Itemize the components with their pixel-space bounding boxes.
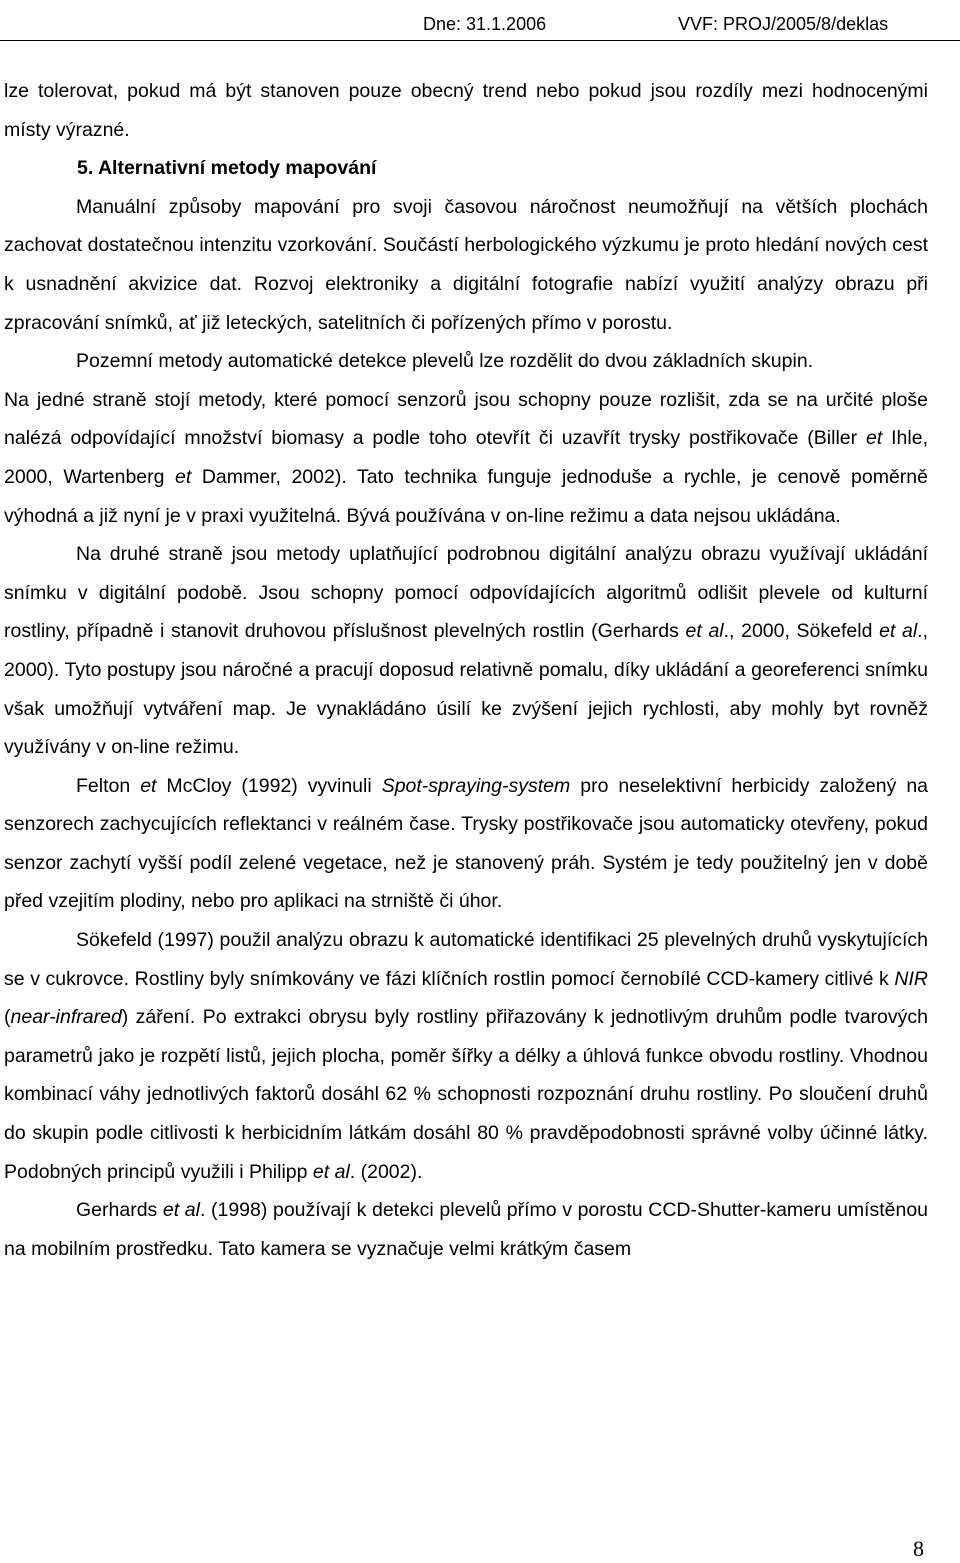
italic-nir: NIR <box>894 967 928 990</box>
text-run: Na druhé straně jsou metody uplatňující podrobnou digitální analýzu obrazu využívají ukládání snímku v digitální podobě. Jsou schopny pomocí odpovídajících algoritmů odlišit plevele od kulturní rostliny, případně i stanovit druhovou příslušnost plevelných rostlin (Gerhards <box>4 543 928 643</box>
italic-et: et <box>140 774 157 797</box>
text-run: ., 2000, Sökefeld <box>723 620 880 643</box>
text-run: Ihle, 2000, Wartenberg <box>4 427 928 488</box>
italic-system-name: Spot-spraying-system <box>381 774 571 797</box>
header-rule <box>0 40 960 41</box>
text-run: pro neselektivní herbicidy založený na senzorech zachycujících reflektanci v reálném čase. Trysky postřikovače jsou automaticky otevřeny, pokud senzor zachytí vyšší podíl zelené vegetace, než je stanovený práh. Systém je tedy použitelný jen v době před vzejitím plodiny, nebo pro aplikaci na strniště či úhor. <box>4 774 929 913</box>
section-heading: 5. Alternativní metody mapování <box>77 157 377 180</box>
italic-et-al: et al <box>312 1160 350 1183</box>
page-number: 8 <box>913 1536 924 1561</box>
italic-near-infrared: near-infrared <box>10 1006 122 1029</box>
text-run: Gerhards <box>76 1199 163 1222</box>
header-reference: VVF: PROJ/2005/8/deklas <box>678 14 889 34</box>
document-body <box>4 72 928 1268</box>
paragraph-image-analysis <box>4 535 928 767</box>
header-date: Dne: 31.1.2006 <box>423 14 547 34</box>
paragraph-ground-methods: Pozemní metody automatické detekce plevelů lze rozdělit do dvou základních skupin. <box>76 350 814 373</box>
italic-et-al: et al <box>162 1199 200 1222</box>
text-run: Sökefeld (1997) použil analýzu obrazu k automatické identifikaci 25 plevelných druhů vyskytujících se v cukrovce. Rostliny byly snímkovány ve fázi klíčních rostlin pomocí černobílé CCD-kamery citlivé k <box>4 929 928 990</box>
text-run: Na jedné straně stojí metody, které pomocí senzorů jsou schopny pouze rozlišit, zda se na určité ploše nalézá odpovídající množství biomasy a podle toho otevřít či uzavřít trysky postřikovače (Biller <box>4 388 928 450</box>
paragraph-gerhards <box>4 1191 928 1268</box>
text-run: ., 2000). Tyto postupy jsou náročné a pracují doposud relativně pomalu, díky ukládání a georeferenci snímku však umožňují vytváření map. Je vynakládáno úsilí ke zvýšení jejich rychlosti, aby mohly byt rovněž využívány v on-line režimu. <box>4 620 929 759</box>
paragraph-manual-mapping: Manuální způsoby mapování pro svoji časovou náročnost neumožňují na větších plochách zachovat dostatečnou intenzitu vzorkování. Součástí herbologického výzkumu je proto hledání nových cest k usnadnění akvizice dat. Rozvoj elektroniky a digitální fotografie nabízí využití analýzy obrazu při zpracování snímků, ať již leteckých, satelitních či pořízených přímo v porostu. <box>4 195 928 334</box>
page-header <box>0 0 960 40</box>
text-run: ) záření. Po extrakci obrysu byly rostliny přiřazovány k jednotlivým druhům podle tvarových parametrů jako je rozpětí listů, jejich plocha, poměr šířky a délky a úhlová funkce obvodu rostliny. Vhodnou kombinací váhy jednotlivých faktorů dosáhl 62 % schopnosti rozpoznání druhu rostliny. Po sloučení druhů do skupin podle citlivosti k herbicidním látkám dosáhl 80 % pravděpodobnosti správné volby účinné látky. Podobných principů využili i Philipp <box>4 1006 928 1183</box>
text-run: Dammer, 2002). Tato technika funguje jednoduše a rychle, je cenově poměrně výhodná a již nyní je v praxi využitelná. Bývá používána v on-line režimu a data nejsou ukládána. <box>4 465 928 527</box>
italic-et: et <box>175 465 192 488</box>
paragraph-felton <box>4 767 928 921</box>
text-run: Felton <box>76 774 141 797</box>
text-run: . (1998) používají k detekci plevelů přímo v porostu CCD-Shutter-kameru umístěnou na mobilním prostředku. Tato kamera se vyznačuje velmi krátkým časem <box>4 1199 929 1260</box>
italic-et-al: et al <box>879 620 918 643</box>
text-run: . (2002). <box>349 1160 423 1183</box>
paragraph-sokefeld <box>4 921 928 1191</box>
text-run: McCloy (1992) vyvinuli <box>156 774 382 797</box>
paragraph-continuation: lze tolerovat, pokud má být stanoven pouze obecný trend nebo pokud jsou rozdíly mezi hodnocenými místy výrazné. <box>4 80 928 141</box>
text-run: ( <box>4 1006 11 1029</box>
italic-et: et <box>866 427 883 450</box>
paragraph-sensor-methods <box>4 381 928 535</box>
italic-et-al: et al <box>685 620 724 643</box>
